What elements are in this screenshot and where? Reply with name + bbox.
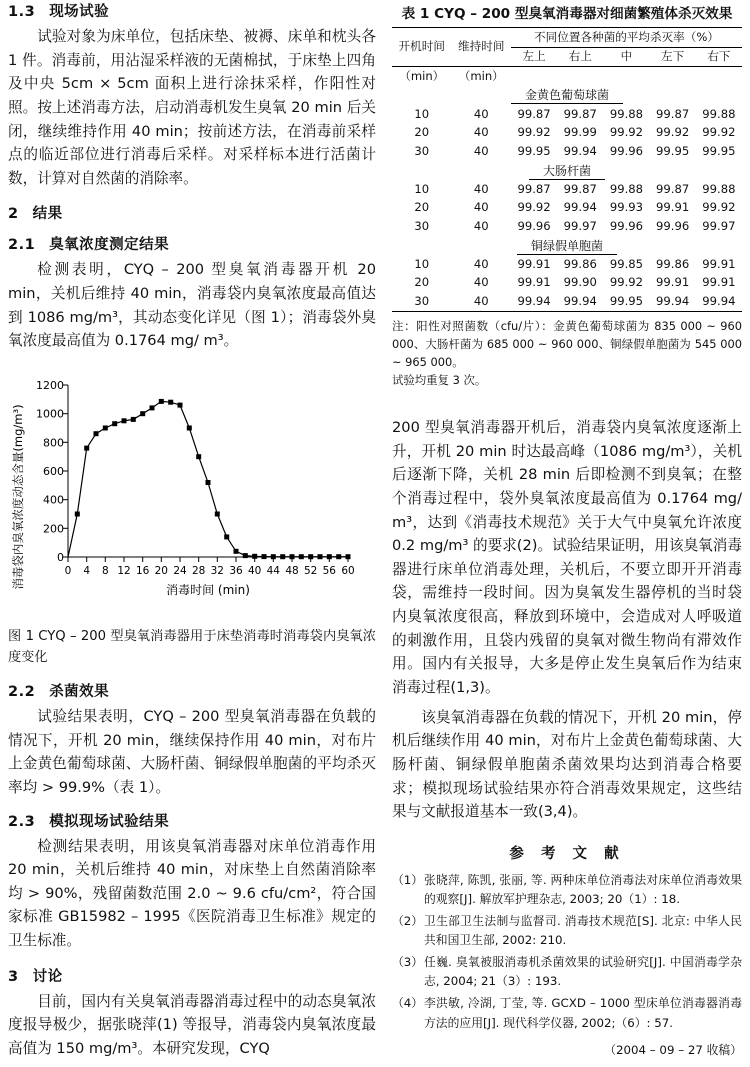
- table-row: [392, 274, 742, 293]
- reference-number: （1）: [392, 872, 424, 887]
- para-3: 目前，国内有关臭氧消毒器消毒过程中的动态臭氧浓度报导极少，据张晓萍(1) 等报导，消毒袋内臭氧浓度最高值为 150 mg/m³。本研究发现，CYQ: [8, 992, 376, 1057]
- heading-3-title: 讨论: [32, 968, 63, 985]
- heading-2: [8, 202, 376, 223]
- figure-1: [8, 367, 376, 668]
- svg-text:1000: 1000: [36, 407, 64, 421]
- cell: 40: [473, 125, 489, 140]
- cell: 10: [414, 181, 430, 196]
- cell: 99.91: [702, 275, 736, 290]
- cell: 40: [473, 294, 489, 309]
- table-head-col1-line1: 开机时间: [398, 39, 445, 54]
- table-head-col2-line2: （min）: [458, 68, 504, 83]
- heading-2-2-title: 杀菌效果: [49, 683, 110, 700]
- left-column: [8, 0, 376, 1067]
- reference-item: [392, 953, 742, 991]
- table-group-label-2: 大肠杆菌: [529, 164, 605, 180]
- svg-text:800: 800: [43, 436, 64, 450]
- cell: 99.95: [517, 143, 551, 158]
- cell: 99.96: [656, 219, 690, 233]
- table-head-pos-4: 左下: [661, 49, 685, 64]
- cell: 99.87: [517, 181, 551, 196]
- heading-2-1: [8, 233, 376, 254]
- table-head-col1-line2: （min）: [399, 68, 445, 83]
- table-1-title: 表 1 CYQ – 200 型臭氧消毒器对细菌繁殖体杀灭效果: [401, 6, 733, 22]
- figure-1-caption: 图 1 CYQ – 200 型臭氧消毒器用于床垫消毒时消毒袋内臭氧浓度变化: [8, 629, 376, 665]
- reference-number: （4）: [392, 996, 424, 1011]
- heading-3-number: 3: [8, 968, 19, 985]
- heading-2-3-title: 模拟现场试验结果: [49, 813, 170, 830]
- cell: 99.85: [609, 256, 644, 271]
- cell: 99.96: [609, 219, 644, 233]
- svg-text:24: 24: [173, 565, 187, 578]
- heading-3: [8, 965, 376, 986]
- table-row: [392, 105, 742, 124]
- svg-text:60: 60: [341, 565, 355, 578]
- cell: 99.96: [517, 219, 551, 233]
- table-row: [392, 199, 742, 218]
- svg-text:40: 40: [248, 565, 262, 578]
- table-1: [392, 27, 742, 312]
- table-head-span: 不同位置各种菌的平均杀灭率（%）: [534, 29, 719, 44]
- cell: 99.95: [609, 294, 644, 309]
- cell: 20: [414, 275, 430, 290]
- cell: 30: [414, 143, 430, 158]
- heading-2-1-number: 2.1: [8, 237, 36, 254]
- cell: 99.92: [702, 125, 736, 140]
- reference-item: [392, 912, 742, 950]
- reference-text: 张晓萍, 陈凯, 张丽, 等. 两种床单位消毒法对床单位消毒效果的观察[J]. 解放军护理杂志, 2003; 20（1）: 18.: [424, 872, 742, 906]
- svg-text:8: 8: [101, 565, 109, 578]
- cell: 99.87: [656, 181, 690, 196]
- svg-text:1200: 1200: [36, 379, 64, 393]
- table-1-note-1: 注：阳性对照菌数（cfu/片）：金黄色葡萄球菌为 835 000 ~ 960 000、大肠杆菌为 685 000 ~ 960 000、铜绿假单胞菌为 545 000 ~ 965 000。: [392, 319, 742, 369]
- cell: 99.91: [656, 200, 690, 215]
- table-1-note-2: 试验均重复 3 次。: [392, 373, 487, 388]
- heading-1-3-number: 1.3: [8, 4, 36, 20]
- table-row: [392, 293, 742, 312]
- cell: 40: [473, 106, 489, 121]
- cell: 99.95: [656, 143, 690, 158]
- heading-2-number: 2: [8, 206, 19, 223]
- cell: 99.88: [702, 181, 736, 196]
- cell: 99.92: [517, 200, 551, 215]
- heading-1-3: [8, 0, 376, 21]
- reference-item: [392, 871, 742, 909]
- cell: 99.91: [656, 275, 690, 290]
- svg-text:16: 16: [136, 565, 150, 578]
- reference-item: [392, 994, 742, 1032]
- cell: 10: [414, 106, 430, 121]
- table-group-label-1: 金黄色葡萄球菌: [511, 88, 623, 104]
- cell: 99.94: [563, 200, 597, 215]
- cell: 99.94: [517, 294, 551, 309]
- cell: 99.88: [609, 181, 644, 196]
- cell: 99.94: [702, 294, 736, 309]
- cell: 99.87: [656, 106, 690, 121]
- cell: 99.96: [609, 143, 644, 158]
- table-row: [392, 255, 742, 274]
- cell: 99.94: [563, 294, 597, 309]
- cell: 99.90: [563, 275, 597, 290]
- reference-text: 卫生部卫生法制与监督司. 消毒技术规范[S]. 北京: 中华人民共和国卫生部, 2002: 210.: [424, 914, 742, 948]
- cell: 30: [414, 294, 430, 309]
- heading-2-title: 结果: [32, 206, 63, 223]
- para-1-3: 试验对象为床单位，包括床垫、被褥、床单和枕头各 1 件。消毒前，用沾湿采样液的无菌棉拭，于床垫上四角及中央 5cm × 5cm 面积上进行涂抹采样，作阳性对照。按上述消毒方法，启动消毒机发生臭氧 20 min 后关闭，继续维持作用 40 min；按前述方法，在消毒前采样点的临近部位进行消毒后采样。对采样标本进行活菌计数，计算对自然菌的消除率。: [8, 28, 376, 187]
- cell: 40: [473, 256, 489, 271]
- right-column: [392, 0, 742, 1058]
- reference-number: （2）: [392, 914, 424, 929]
- heading-2-3: [8, 810, 376, 831]
- cell: 99.86: [656, 256, 690, 271]
- svg-text:52: 52: [304, 565, 318, 578]
- svg-text:20: 20: [154, 565, 168, 578]
- cell: 99.97: [563, 219, 597, 233]
- cell: 99.91: [517, 256, 551, 271]
- table-group-label-3: 铜绿假单胞菌: [517, 239, 617, 255]
- svg-text:200: 200: [43, 522, 64, 536]
- heading-2-2: [8, 680, 376, 701]
- cell: 40: [473, 143, 489, 158]
- table-row: [392, 142, 742, 161]
- cell: 20: [414, 125, 430, 140]
- ozone-concentration-chart: [8, 367, 368, 617]
- cell: 99.87: [563, 181, 597, 196]
- cell: 99.91: [517, 275, 551, 290]
- cell: 99.92: [609, 275, 644, 290]
- svg-text:28: 28: [192, 565, 206, 578]
- svg-text:12: 12: [117, 565, 131, 578]
- cell: 99.86: [563, 256, 597, 271]
- cell: 30: [414, 219, 430, 233]
- cell: 99.92: [517, 125, 551, 140]
- table-head-pos-3: 中: [620, 49, 633, 64]
- svg-text:44: 44: [266, 565, 280, 578]
- cell: 99.99: [563, 125, 597, 140]
- cell: 40: [473, 200, 489, 215]
- table-head-pos-2: 右上: [568, 49, 592, 64]
- cell: 99.91: [702, 256, 736, 271]
- cell: 99.87: [563, 106, 597, 121]
- cell: 99.94: [563, 143, 597, 158]
- cell: 40: [473, 275, 489, 290]
- svg-text:56: 56: [322, 565, 336, 578]
- svg-text:400: 400: [43, 493, 64, 507]
- cell: 99.92: [702, 200, 736, 215]
- cell: 99.92: [656, 125, 690, 140]
- para-2-1: 检测表明，CYQ – 200 型臭氧消毒器开机 20 min，关机后维持 40 min，消毒袋内臭氧浓度最高值达到 1086 mg/m³，其动态变化详见（图 1）；消毒袋外臭氧浓度最高值为 0.1764 mg/ m³。: [8, 261, 376, 350]
- cell: 40: [473, 219, 489, 233]
- table-head-pos-5: 右下: [707, 49, 731, 64]
- heading-2-3-number: 2.3: [8, 813, 36, 830]
- cell: 20: [414, 200, 430, 215]
- svg-text:消毒时间 (min): 消毒时间 (min): [166, 583, 250, 598]
- received-date: （2004 – 09 – 27 收稿）: [604, 1042, 742, 1057]
- table-row: [392, 180, 742, 199]
- cell: 99.88: [609, 106, 644, 121]
- heading-2-1-title: 臭氧浓度测定结果: [49, 237, 170, 254]
- svg-text:32: 32: [210, 565, 224, 578]
- svg-text:600: 600: [43, 465, 64, 479]
- table-head-pos-1: 左上: [522, 49, 546, 64]
- cell: 99.97: [702, 219, 736, 233]
- cell: 99.87: [517, 106, 551, 121]
- cell: 99.92: [609, 125, 644, 140]
- svg-text:36: 36: [229, 565, 243, 578]
- cell: 40: [473, 181, 489, 196]
- reference-number: （3）: [392, 955, 424, 970]
- references-heading: 参 考 文 献: [509, 845, 625, 862]
- heading-2-2-number: 2.2: [8, 683, 36, 700]
- cell: 99.88: [702, 106, 736, 121]
- references-list: [392, 871, 742, 1033]
- reference-text: 李洪敏, 冷湖, 丁莹, 等. GCXD – 1000 型床单位消毒器消毒方法的应用[J]. 现代科学仪器, 2002;（6）: 57.: [424, 996, 742, 1030]
- para-2-2: 试验结果表明，CYQ – 200 型臭氧消毒器在负载的情况下，开机 20 min，继续保持作用 40 min，对布片上金黄色葡萄球菌、大肠杆菌、铜绿假单胞菌的平均杀灭率均 > 99.9%（表 1）。: [8, 707, 376, 796]
- svg-text:48: 48: [285, 565, 299, 578]
- svg-text:0: 0: [57, 551, 64, 565]
- para-2-3: 检测结果表明，用该臭氧消毒器对床单位消毒作用 20 min，关机后维持 40 min，对床垫上自然菌消除率均 > 90%，残留菌数范围 2.0 ~ 9.6 cfu/cm²，符合国家标准 GB15982 – 1995《医院消毒卫生标准》规定的卫生标准。: [8, 837, 376, 950]
- svg-text:4: 4: [83, 565, 91, 578]
- table-head-col2-line1: 维持时间: [458, 39, 505, 54]
- heading-1-3-title: 现场试验: [49, 4, 110, 20]
- table-row: [392, 124, 742, 143]
- cell: 99.93: [609, 200, 644, 215]
- reference-text: 任巍. 臭氧被服消毒机杀菌效果的试验研究[J]. 中国消毒学杂志, 2004; 21（3）: 193.: [424, 955, 742, 989]
- right-para-1: 200 型臭氧消毒器开机后，消毒袋内臭氧浓度逐渐上升，开机 20 min 时达最高峰（1086 mg/m³），关机后逐渐下降，关机 28 min 后即检测不到臭氧；在整个消毒过程中，袋外臭氧浓度最高值为 0.1764 mg/ m³，达到《消毒技术规范》关于大气中臭氧允许浓度 0.2 mg/m³ 的要求(2)。试验结果证明，用该臭氧消毒器进行床单位消毒处理，关机后，不要立即开开消毒袋，需维持一段时间。因为臭氧发生器停机的当时袋内臭氧浓度很高，释放到环境中，会造成对人呼吸道的刺激作用，且袋内残留的臭氧对微生物尚有滞效作用。国内有关报导，大多是停止发生臭氧后作为结束消毒过程(1,3)。: [392, 418, 742, 696]
- table-row: [392, 218, 742, 237]
- cell: 99.94: [656, 294, 690, 309]
- svg-text:消毒袋内臭氧浓度动态含量(mg/m³): 消毒袋内臭氧浓度动态含量(mg/m³): [11, 404, 25, 590]
- cell: 99.95: [702, 143, 736, 158]
- svg-text:0: 0: [64, 565, 72, 578]
- right-para-2: 该臭氧消毒器在负载的情况下，开机 20 min，停机后继续作用 40 min，对布片上金黄色葡萄球菌、大肠杆菌、铜绿假单胞菌杀菌效果均达到消毒合格要求；模拟现场试验结果亦符合消毒效果规定，这些结果与文献报道基本一致(3,4)。: [392, 708, 742, 821]
- cell: 10: [414, 256, 430, 271]
